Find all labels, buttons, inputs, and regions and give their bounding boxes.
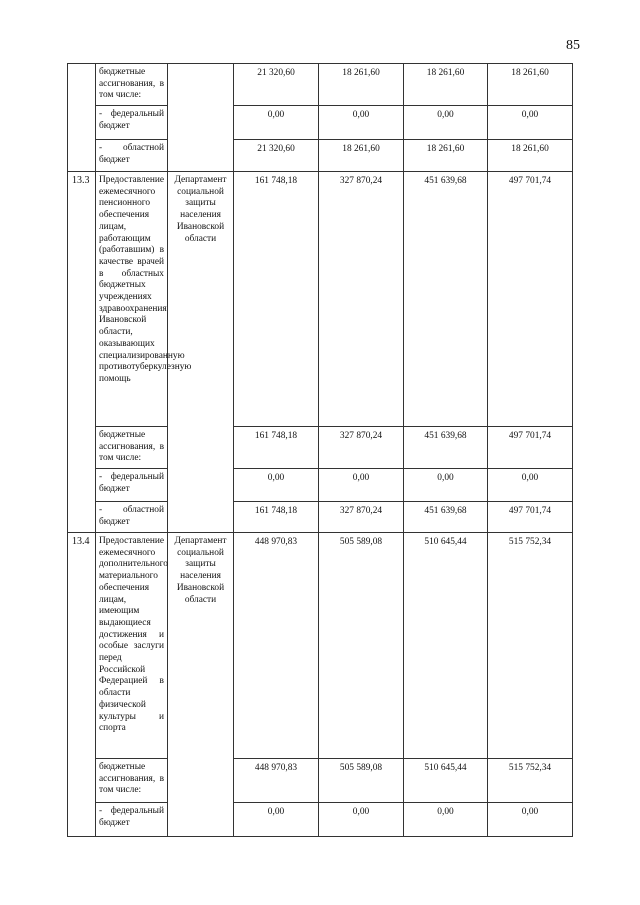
row-label: Предоставление ежемесячного дополнительного материального обеспечения лицам, имеющим выдающиеся достижения и особые заслуги перед Российской Федерацией в области физической культуры и спорта bbox=[96, 533, 168, 759]
value-cell: 21 320,60 bbox=[234, 64, 319, 106]
value-cell: 0,00 bbox=[234, 803, 319, 837]
table-row bbox=[68, 469, 573, 502]
value-cell: 497 701,74 bbox=[488, 172, 573, 427]
value-cell: 515 752,34 bbox=[488, 759, 573, 803]
row-label: - федеральный бюджет bbox=[96, 106, 168, 140]
row-label: - федеральный бюджет bbox=[96, 803, 168, 837]
value-cell: 0,00 bbox=[404, 803, 488, 837]
row-label: - федеральный бюджет bbox=[96, 469, 168, 502]
value-cell: 515 752,34 bbox=[488, 533, 573, 759]
value-cell: 18 261,60 bbox=[319, 140, 404, 172]
value-cell: 448 970,83 bbox=[234, 533, 319, 759]
value-cell: 18 261,60 bbox=[319, 64, 404, 106]
table-row bbox=[68, 502, 573, 533]
row-label: - областной бюджет bbox=[96, 140, 168, 172]
row-index: 13.4 bbox=[68, 533, 96, 837]
value-cell: 0,00 bbox=[404, 106, 488, 140]
value-cell: 327 870,24 bbox=[319, 427, 404, 469]
table-row bbox=[68, 803, 573, 837]
value-cell: 161 748,18 bbox=[234, 172, 319, 427]
value-cell: 327 870,24 bbox=[319, 502, 404, 533]
table-row bbox=[68, 140, 573, 172]
value-cell: 18 261,60 bbox=[488, 64, 573, 106]
row-dept: Департамент социальной защиты населения Ивановской области bbox=[168, 172, 234, 533]
value-cell: 0,00 bbox=[234, 106, 319, 140]
table-row bbox=[68, 172, 573, 427]
value-cell: 161 748,18 bbox=[234, 502, 319, 533]
table-row bbox=[68, 533, 573, 759]
value-cell: 327 870,24 bbox=[319, 172, 404, 427]
value-cell: 0,00 bbox=[488, 106, 573, 140]
value-cell: 451 639,68 bbox=[404, 427, 488, 469]
table-row bbox=[68, 64, 573, 106]
value-cell: 451 639,68 bbox=[404, 172, 488, 427]
row-label: Предоставление ежемесячного пенсионного обеспечения лицам, работающим (работавшим) в качестве врачей в областных бюджетных учреждениях здравоохранения Ивановской области, оказывающих специализированную противотуберкулезную помощь bbox=[96, 172, 168, 427]
table-row bbox=[68, 106, 573, 140]
value-cell: 0,00 bbox=[319, 106, 404, 140]
value-cell: 18 261,60 bbox=[404, 140, 488, 172]
value-cell: 18 261,60 bbox=[404, 64, 488, 106]
budget-table bbox=[67, 63, 573, 837]
value-cell: 505 589,08 bbox=[319, 759, 404, 803]
row-dept: Департамент социальной защиты населения Ивановской области bbox=[168, 533, 234, 837]
value-cell: 510 645,44 bbox=[404, 533, 488, 759]
value-cell: 18 261,60 bbox=[488, 140, 573, 172]
row-dept bbox=[168, 64, 234, 172]
value-cell: 0,00 bbox=[488, 803, 573, 837]
value-cell: 0,00 bbox=[234, 469, 319, 502]
value-cell: 0,00 bbox=[319, 803, 404, 837]
value-cell: 505 589,08 bbox=[319, 533, 404, 759]
value-cell: 448 970,83 bbox=[234, 759, 319, 803]
row-label: бюджетные ассигнования, в том числе: bbox=[96, 64, 168, 106]
value-cell: 497 701,74 bbox=[488, 502, 573, 533]
value-cell: 21 320,60 bbox=[234, 140, 319, 172]
row-index bbox=[68, 64, 96, 172]
value-cell: 0,00 bbox=[319, 469, 404, 502]
value-cell: 0,00 bbox=[488, 469, 573, 502]
table-row bbox=[68, 427, 573, 469]
value-cell: 497 701,74 bbox=[488, 427, 573, 469]
table-row bbox=[68, 759, 573, 803]
value-cell: 451 639,68 bbox=[404, 502, 488, 533]
row-label: бюджетные ассигнования, в том числе: bbox=[96, 759, 168, 803]
value-cell: 0,00 bbox=[404, 469, 488, 502]
row-index: 13.3 bbox=[68, 172, 96, 533]
value-cell: 510 645,44 bbox=[404, 759, 488, 803]
row-label: бюджетные ассигнования, в том числе: bbox=[96, 427, 168, 469]
page-number: 85 bbox=[566, 38, 580, 53]
row-label: - областной бюджет bbox=[96, 502, 168, 533]
value-cell: 161 748,18 bbox=[234, 427, 319, 469]
